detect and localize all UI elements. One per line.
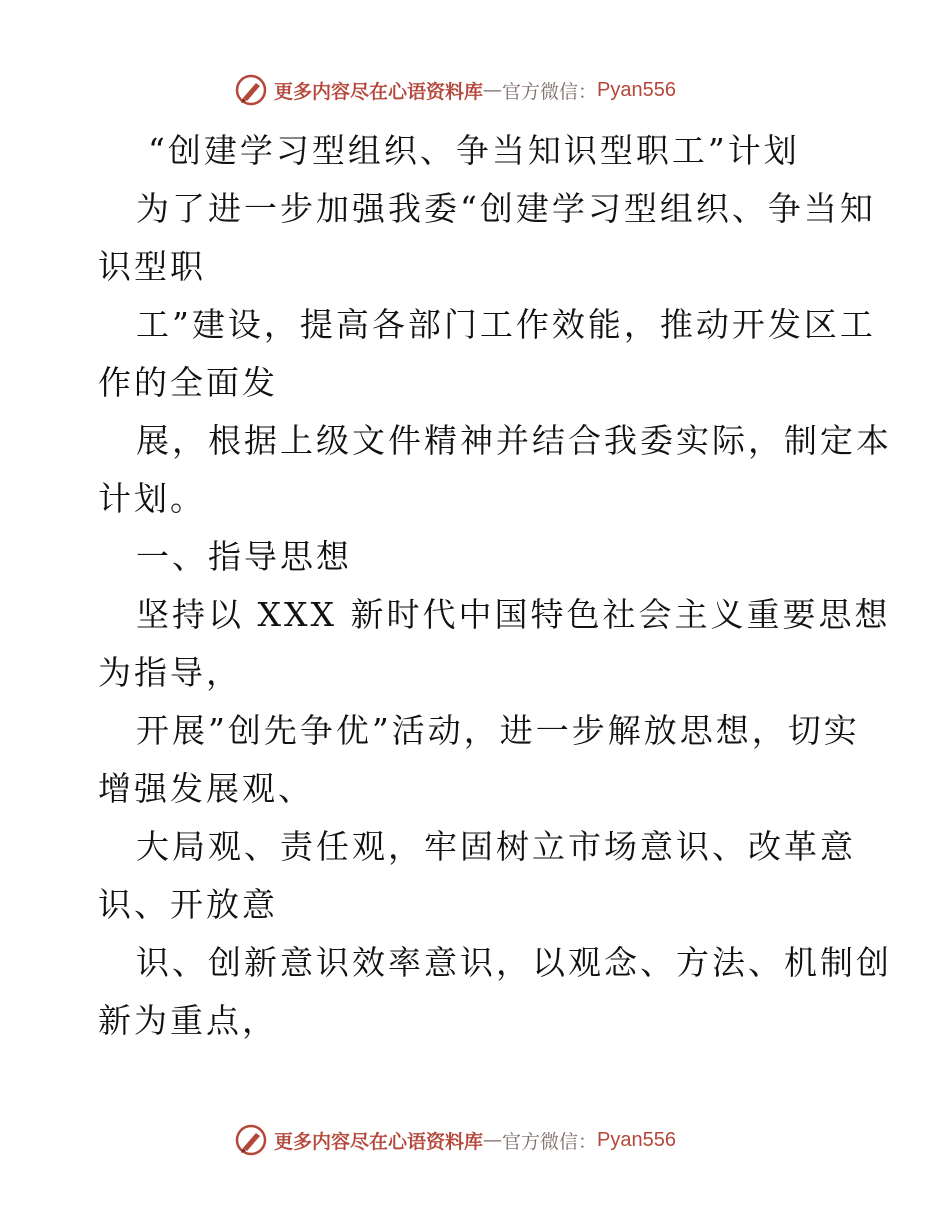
document-body [98,122,892,1050]
document-title: “创建学习型组织、争当知识型职工”计划 [148,131,800,170]
paragraph-line: 为了进一步加强我委“创建学习型组织、争当知 [136,189,876,228]
paragraph-line: 计划。 [98,479,206,518]
paragraph-line: 识型职 [98,247,206,286]
paragraph-line: 工”建设，提高各部门工作效能，推动开发区工 [136,305,876,344]
section-heading: 一、指导思想 [136,537,352,576]
watermark-dash: — [483,79,503,101]
paragraph-line: 新为重点， [98,1001,278,1040]
watermark-text: 更多内容尽在心语资料库 [274,80,484,103]
watermark-text: 更多内容尽在心语资料库 [274,1130,484,1153]
watermark-id: Pyan556 [597,1128,676,1151]
paragraph-line: 识、开放意 [98,885,278,924]
paragraph-line: 开展”创先争优”活动，进一步解放思想，切实 [136,711,860,750]
watermark-dash: — [483,1129,503,1151]
paragraph-line: 大局观、责任观，牢固树立市场意识、改革意 [136,827,856,866]
watermark-official: 官方微信： [502,80,598,103]
pen-logo-icon [234,1123,268,1157]
paragraph-line: 为指导， [98,653,242,692]
paragraph-line: 识、创新意识效率意识，以观念、方法、机制创 [136,943,892,982]
watermark-official: 官方微信： [502,1130,598,1153]
paragraph-line: 展，根据上级文件精神并结合我委实际，制定本 [136,421,892,460]
paragraph-line: 坚持以 XXX 新时代中国特色社会主义重要思想 [136,595,891,634]
header-watermark [234,72,676,108]
paragraph-line: 增强发展观、 [98,769,314,808]
paragraph-line: 作的全面发 [98,363,278,402]
footer-watermark [234,1122,676,1158]
watermark-id: Pyan556 [597,78,676,101]
pen-logo-icon [234,73,268,107]
